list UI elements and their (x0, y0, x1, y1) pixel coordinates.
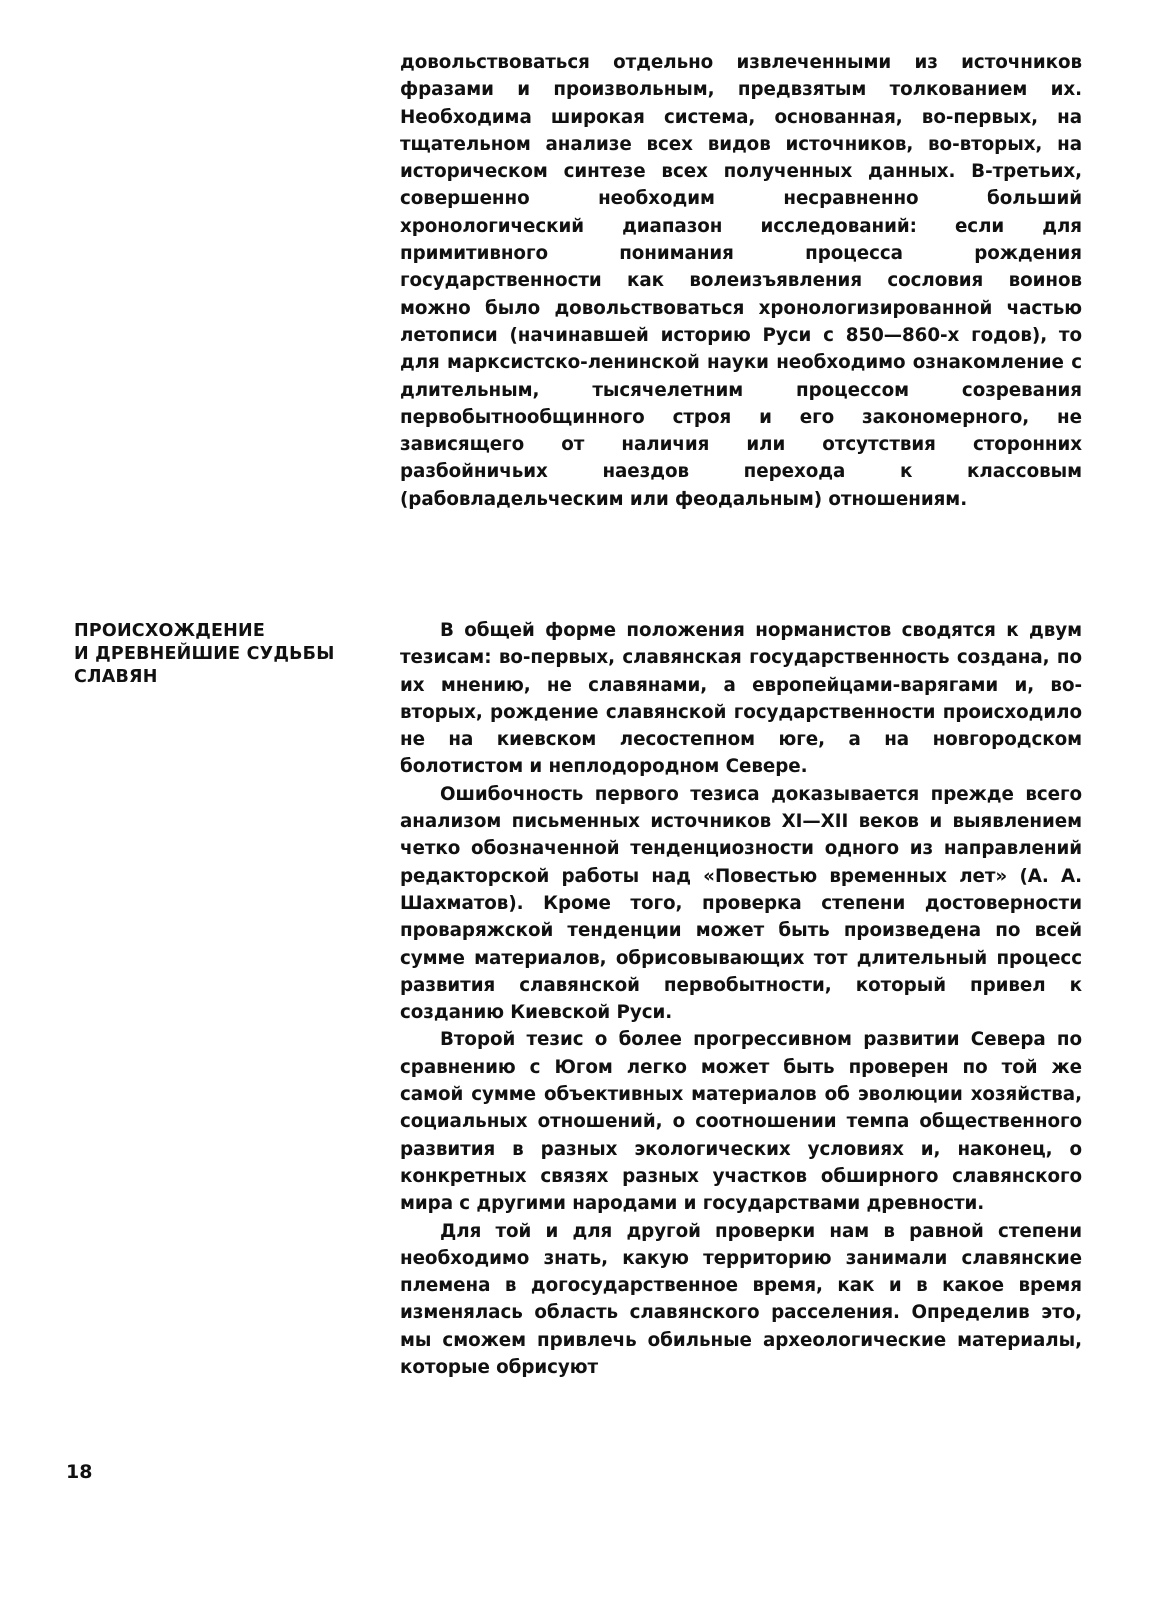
section-heading (74, 620, 374, 689)
body-paragraph: Второй тезис о более прогрессивном развитии Севера по сравнению с Югом легко может быть проверен по той же самой сумме объективных материалов об эволюции хозяйства, социальных отношений, о соотношении темпа общественного развития в разных экологических условиях и, наконец, о конкретных связях разных участков обширного славянского мира с другими народами и государствами древности. (400, 1029, 1082, 1215)
body-paragraph: В общей форме положения норманистов сводятся к двум тезисам: во-первых, славянская государственность создана, по их мнению, не славянами, а европейцами-варягами и, во-вторых, рождение славянской государственности происходило не на киевском лесостепном юге, а на новгородском болотистом и неплодородном Севере. (400, 620, 1082, 778)
page-number: 18 (66, 1461, 93, 1483)
continued-paragraph: довольствоваться отдельно извлеченными из источников фразами и произвольным, предвзятым толкованием их. Необходима широкая система, основанная, во-первых, на тщательном анализе всех видов источников, во-вторых, на историческом синтезе всех полученных данных. В-третьих, совершенно необходим несравненно больший хронологический диапазон исследований: если для примитивного понимания процесса рождения государственности как волеизъявления сословия воинов можно было довольствоваться хронологизированной частью летописи (начинавшей историю Руси с 850—860-х годов), то для марксистско-ленинской науки необходимо ознакомление с длительным, тысячелетним процессом созревания первобытнообщинного строя и его закономерного, не зависящего от наличия или отсутствия сторонних разбойничьих наездов перехода к классовым (рабовладельческим или феодальным) отношениям. (400, 52, 1082, 510)
section-heading-line: И ДРЕВНЕЙШИЕ СУДЬБЫ (74, 644, 335, 664)
body-paragraph: Для той и для другой проверки нам в равной степени необходимо знать, какую территорию занимали славянские племена в догосударственное время, как и в какое время изменялась область славянского расселения. Определив это, мы сможем привлечь обильные археологические материалы, которые обрисуют (400, 1220, 1082, 1379)
section-body (400, 617, 1082, 1381)
body-paragraph: Ошибочность первого тезиса доказывается прежде всего анализом письменных источников XI—XII веков и выявлением четко обозначенной тенденциозности одного из направлений редакторской работы над «Повестью временных лет» (А. А. Шахматов). Кроме того, проверка степени достоверности проваряжской тенденции может быть произведена по всей сумме материалов, обрисовывающих тот длительный процесс развития славянской первобытности, который привел к созданию Киевской Руси. (400, 783, 1082, 1024)
section-heading-line: ПРОИСХОЖДЕНИЕ (74, 621, 266, 641)
section-heading-line: СЛАВЯН (74, 667, 158, 687)
continued-paragraph-block (400, 49, 1082, 513)
